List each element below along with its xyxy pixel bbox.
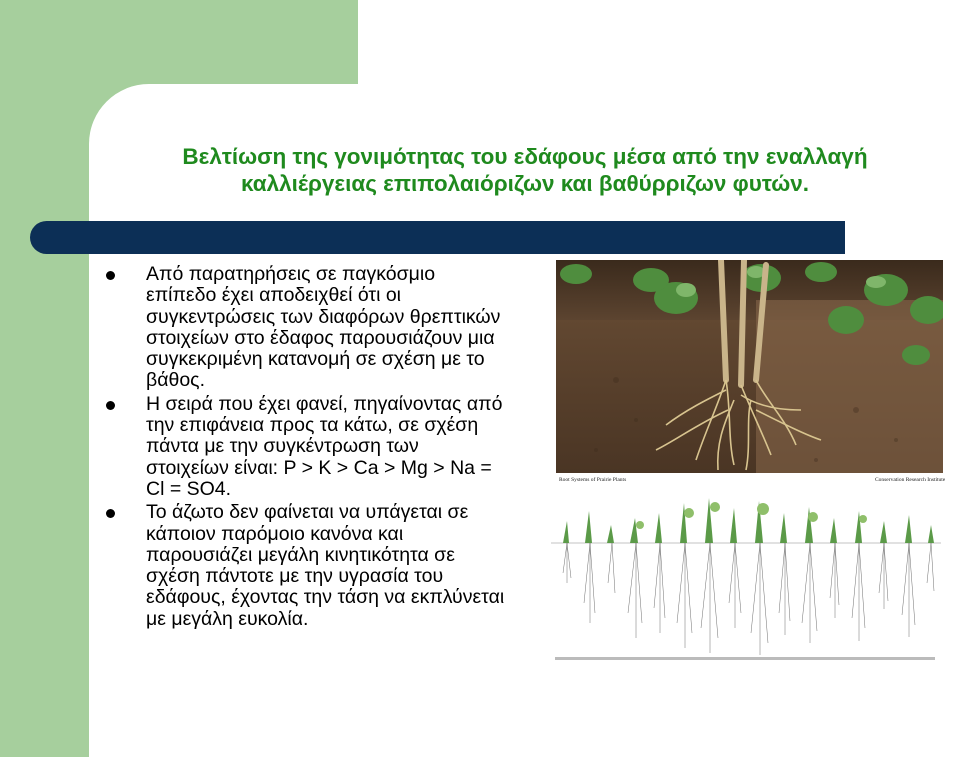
bullet-item	[106, 264, 506, 392]
title-divider-bar	[30, 221, 845, 254]
soil-roots-photo	[556, 260, 943, 473]
prairie-root-systems-chart	[545, 473, 945, 669]
bullet-text: Από παρατηρήσεις σε παγκόσμιο επίπεδο έχει αποδειχθεί ότι οι συγκεντρώσεις των διαφόρων θρεπτικών στοιχείων στο έδαφος παρουσιάζουν μια συγκεκριμένη κατανομή σε σχέση με το βάθος.	[146, 263, 501, 392]
prairie-root-systems-illustration	[545, 473, 945, 669]
bullet-dot-icon	[106, 271, 115, 280]
bullet-item	[106, 502, 506, 630]
bullet-text: Το άζωτο δεν φαίνεται να υπάγεται σε κάποιον παρόμοιο κανόνα και παρουσιάζει μεγάλη κινητικότητα σε σχέση πάντοτε με την υγρασία του εδάφους, έχοντας την τάση να εκπλύνεται με μεγάλη ευκολία.	[146, 501, 505, 630]
bullet-list	[106, 264, 506, 630]
slide-title-line-1: Βελτίωση της γονιμότητας του εδάφους μέσα από την εναλλαγή	[182, 144, 868, 169]
bullet-dot-icon	[106, 401, 115, 410]
bullet-text: Η σειρά που έχει φανεί, πηγαίνοντας από την επιφάνεια προς τα κάτω, σε σχέση πάντα με την συγκέντρωση των στοιχείων είναι: P > K > Ca > Mg > Na = Cl = SO4.	[146, 392, 503, 500]
root-chart-caption: Root Systems of Prairie Plants	[559, 477, 627, 483]
bullet-item	[106, 394, 506, 500]
soil-roots-illustration	[556, 260, 943, 473]
slide-title-line-2: καλλιέργειας επιπολαιόριζων και βαθύρριζων φυτών.	[240, 171, 810, 196]
root-chart-credit: Conservation Research Institute	[875, 477, 945, 483]
bullet-dot-icon	[106, 509, 115, 518]
slide-title	[120, 143, 930, 197]
